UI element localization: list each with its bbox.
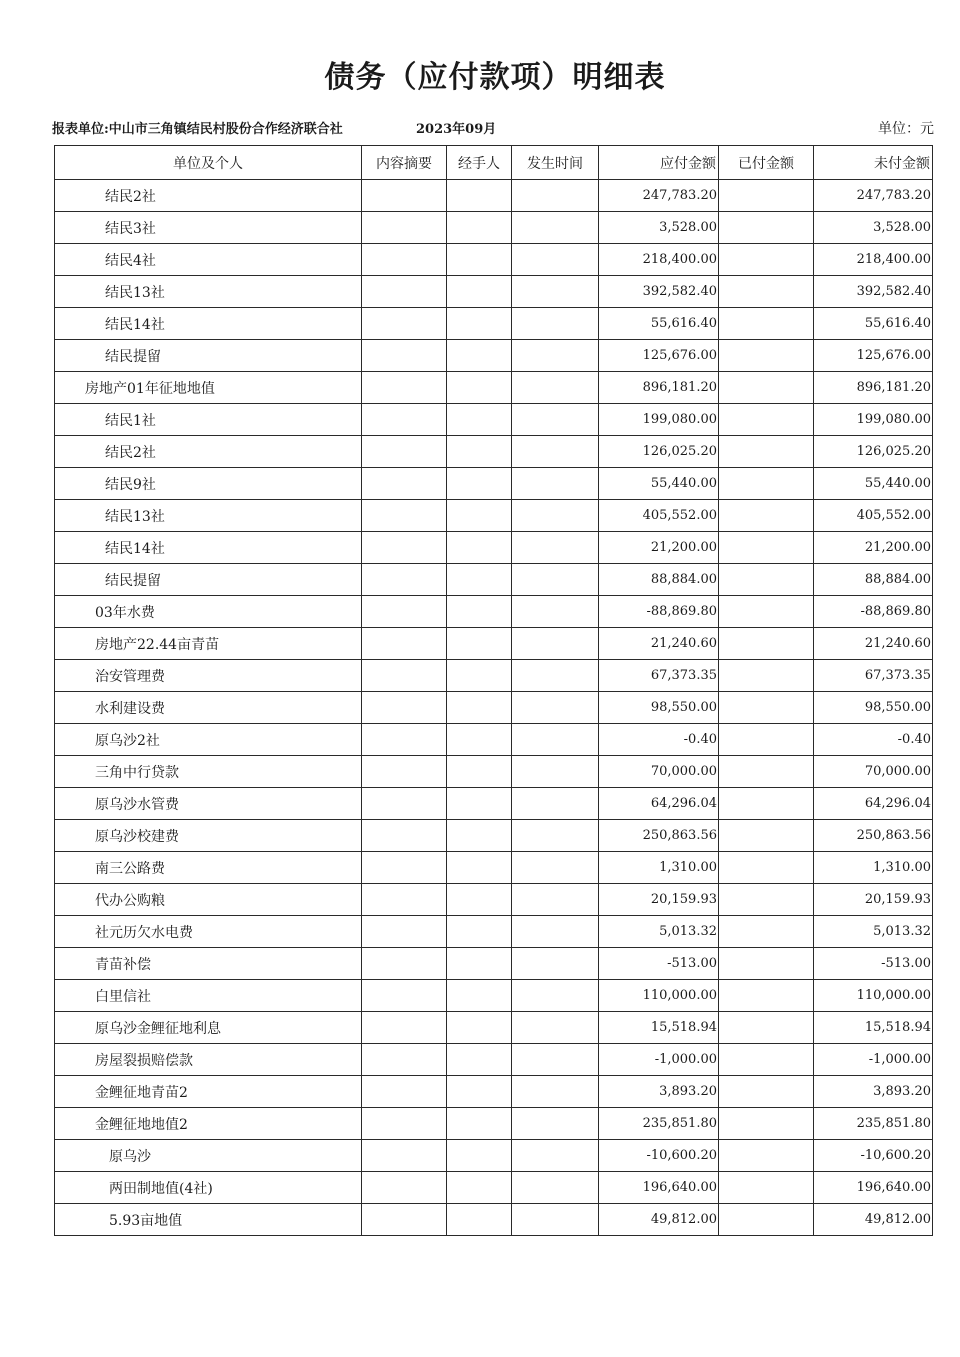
row-unpaid-amount: 896,181.20 xyxy=(814,372,933,404)
row-date xyxy=(512,276,599,308)
row-date xyxy=(512,1108,599,1140)
row-summary xyxy=(362,564,447,596)
table-row xyxy=(55,404,933,436)
row-date xyxy=(512,1044,599,1076)
table-row xyxy=(55,948,933,980)
row-date xyxy=(512,660,599,692)
table-row xyxy=(55,724,933,756)
row-summary xyxy=(362,916,447,948)
row-paid-amount xyxy=(719,436,814,468)
row-due-amount: 110,000.00 xyxy=(599,980,719,1012)
row-date xyxy=(512,212,599,244)
row-handler xyxy=(447,884,512,916)
row-unpaid-amount: 55,440.00 xyxy=(814,468,933,500)
row-date xyxy=(512,884,599,916)
row-due-amount: -10,600.20 xyxy=(599,1140,719,1172)
row-unpaid-amount: 199,080.00 xyxy=(814,404,933,436)
table-row xyxy=(55,980,933,1012)
row-paid-amount xyxy=(719,340,814,372)
row-entity: 原乌沙 xyxy=(55,1140,362,1172)
row-handler xyxy=(447,532,512,564)
row-paid-amount xyxy=(719,596,814,628)
row-unpaid-amount: -0.40 xyxy=(814,724,933,756)
row-handler xyxy=(447,948,512,980)
row-date xyxy=(512,628,599,660)
row-due-amount: 21,200.00 xyxy=(599,532,719,564)
row-paid-amount xyxy=(719,276,814,308)
row-entity: 白里信社 xyxy=(55,980,362,1012)
row-entity: 结民13社 xyxy=(55,276,362,308)
row-unpaid-amount: 64,296.04 xyxy=(814,788,933,820)
row-paid-amount xyxy=(719,660,814,692)
row-due-amount: 125,676.00 xyxy=(599,340,719,372)
row-summary xyxy=(362,756,447,788)
row-summary xyxy=(362,596,447,628)
row-handler xyxy=(447,276,512,308)
row-unpaid-amount: 126,025.20 xyxy=(814,436,933,468)
row-due-amount: 21,240.60 xyxy=(599,628,719,660)
row-date xyxy=(512,692,599,724)
currency-unit: 单位：元 xyxy=(878,121,934,137)
row-entity: 5.93亩地值 xyxy=(55,1204,362,1236)
row-summary xyxy=(362,532,447,564)
row-summary xyxy=(362,244,447,276)
table-row xyxy=(55,916,933,948)
row-summary xyxy=(362,884,447,916)
row-date xyxy=(512,436,599,468)
row-paid-amount xyxy=(719,244,814,276)
row-entity: 房地产22.44亩青苗 xyxy=(55,628,362,660)
row-unpaid-amount: 1,310.00 xyxy=(814,852,933,884)
row-handler xyxy=(447,916,512,948)
row-summary xyxy=(362,692,447,724)
table-row xyxy=(55,692,933,724)
row-handler xyxy=(447,1108,512,1140)
row-handler xyxy=(447,564,512,596)
row-unpaid-amount: 235,851.80 xyxy=(814,1108,933,1140)
row-unpaid-amount: 247,783.20 xyxy=(814,180,933,212)
report-unit: 报表单位:中山市三角镇结民村股份合作经济联合社 xyxy=(52,122,343,137)
row-summary xyxy=(362,948,447,980)
row-due-amount: 64,296.04 xyxy=(599,788,719,820)
row-summary xyxy=(362,180,447,212)
row-due-amount: 49,812.00 xyxy=(599,1204,719,1236)
row-summary xyxy=(362,1076,447,1108)
table-row xyxy=(55,1076,933,1108)
table-row xyxy=(55,1012,933,1044)
row-handler xyxy=(447,1012,512,1044)
row-due-amount: 3,893.20 xyxy=(599,1076,719,1108)
row-handler xyxy=(447,820,512,852)
row-paid-amount xyxy=(719,692,814,724)
row-entity: 结民1社 xyxy=(55,404,362,436)
row-summary xyxy=(362,212,447,244)
row-handler xyxy=(447,212,512,244)
row-due-amount: 405,552.00 xyxy=(599,500,719,532)
row-paid-amount xyxy=(719,1204,814,1236)
row-summary xyxy=(362,980,447,1012)
row-summary xyxy=(362,1012,447,1044)
row-summary xyxy=(362,820,447,852)
row-paid-amount xyxy=(719,308,814,340)
row-entity: 结民提留 xyxy=(55,340,362,372)
table-row xyxy=(55,884,933,916)
table-row xyxy=(55,564,933,596)
row-due-amount: 196,640.00 xyxy=(599,1172,719,1204)
row-summary xyxy=(362,660,447,692)
row-entity: 原乌沙水管费 xyxy=(55,788,362,820)
row-due-amount: 55,440.00 xyxy=(599,468,719,500)
row-entity: 房地产01年征地地值 xyxy=(55,372,362,404)
table-row xyxy=(55,372,933,404)
row-summary xyxy=(362,340,447,372)
row-entity: 结民14社 xyxy=(55,532,362,564)
row-paid-amount xyxy=(719,532,814,564)
row-paid-amount xyxy=(719,628,814,660)
row-due-amount: 247,783.20 xyxy=(599,180,719,212)
row-entity: 三角中行贷款 xyxy=(55,756,362,788)
row-entity: 结民9社 xyxy=(55,468,362,500)
row-paid-amount xyxy=(719,980,814,1012)
row-entity: 两田制地值(4社) xyxy=(55,1172,362,1204)
table-row xyxy=(55,596,933,628)
row-unpaid-amount: 70,000.00 xyxy=(814,756,933,788)
row-paid-amount xyxy=(719,1044,814,1076)
col-header-due: 应付金额 xyxy=(599,146,719,180)
row-paid-amount xyxy=(719,372,814,404)
row-date xyxy=(512,820,599,852)
row-unpaid-amount: 405,552.00 xyxy=(814,500,933,532)
row-handler xyxy=(447,244,512,276)
row-paid-amount xyxy=(719,948,814,980)
col-header-date: 发生时间 xyxy=(512,146,599,180)
row-date xyxy=(512,180,599,212)
row-date xyxy=(512,564,599,596)
row-date xyxy=(512,1140,599,1172)
row-date xyxy=(512,340,599,372)
row-due-amount: -1,000.00 xyxy=(599,1044,719,1076)
row-handler xyxy=(447,724,512,756)
row-summary xyxy=(362,1204,447,1236)
row-paid-amount xyxy=(719,788,814,820)
table-row xyxy=(55,468,933,500)
row-paid-amount xyxy=(719,468,814,500)
row-due-amount: 235,851.80 xyxy=(599,1108,719,1140)
row-paid-amount xyxy=(719,1076,814,1108)
row-due-amount: -513.00 xyxy=(599,948,719,980)
row-paid-amount xyxy=(719,724,814,756)
row-paid-amount xyxy=(719,564,814,596)
row-unpaid-amount: 49,812.00 xyxy=(814,1204,933,1236)
row-handler xyxy=(447,436,512,468)
table-row xyxy=(55,1204,933,1236)
row-due-amount: -88,869.80 xyxy=(599,596,719,628)
row-paid-amount xyxy=(719,1172,814,1204)
row-summary xyxy=(362,308,447,340)
row-handler xyxy=(447,1140,512,1172)
row-date xyxy=(512,308,599,340)
row-entity: 金鲤征地青苗2 xyxy=(55,1076,362,1108)
table-row xyxy=(55,180,933,212)
row-due-amount: 392,582.40 xyxy=(599,276,719,308)
row-handler xyxy=(447,628,512,660)
row-date xyxy=(512,532,599,564)
row-due-amount: -0.40 xyxy=(599,724,719,756)
row-handler xyxy=(447,596,512,628)
table-row xyxy=(55,660,933,692)
row-unpaid-amount: 21,200.00 xyxy=(814,532,933,564)
row-paid-amount xyxy=(719,852,814,884)
row-handler xyxy=(447,372,512,404)
row-summary xyxy=(362,628,447,660)
row-paid-amount xyxy=(719,180,814,212)
row-handler xyxy=(447,1044,512,1076)
row-due-amount: 126,025.20 xyxy=(599,436,719,468)
row-due-amount: 199,080.00 xyxy=(599,404,719,436)
row-date xyxy=(512,468,599,500)
row-unpaid-amount: 250,863.56 xyxy=(814,820,933,852)
row-unpaid-amount: 392,582.40 xyxy=(814,276,933,308)
row-paid-amount xyxy=(719,884,814,916)
row-handler xyxy=(447,980,512,1012)
row-unpaid-amount: 3,893.20 xyxy=(814,1076,933,1108)
row-entity: 原乌沙金鲤征地利息 xyxy=(55,1012,362,1044)
col-header-paid: 已付金额 xyxy=(719,146,814,180)
row-summary xyxy=(362,1172,447,1204)
row-date xyxy=(512,852,599,884)
row-date xyxy=(512,596,599,628)
row-paid-amount xyxy=(719,916,814,948)
table-row xyxy=(55,852,933,884)
row-handler xyxy=(447,1076,512,1108)
row-handler xyxy=(447,692,512,724)
row-handler xyxy=(447,500,512,532)
row-entity: 原乌沙2社 xyxy=(55,724,362,756)
row-entity: 03年水费 xyxy=(55,596,362,628)
row-summary xyxy=(362,724,447,756)
row-due-amount: 250,863.56 xyxy=(599,820,719,852)
row-entity: 结民3社 xyxy=(55,212,362,244)
row-summary xyxy=(362,436,447,468)
row-date xyxy=(512,404,599,436)
row-summary xyxy=(362,500,447,532)
row-paid-amount xyxy=(719,1108,814,1140)
row-paid-amount xyxy=(719,1140,814,1172)
row-unpaid-amount: 15,518.94 xyxy=(814,1012,933,1044)
table-row xyxy=(55,532,933,564)
payables-table xyxy=(54,145,933,1236)
row-paid-amount xyxy=(719,1012,814,1044)
table-row xyxy=(55,1172,933,1204)
row-paid-amount xyxy=(719,212,814,244)
table-row xyxy=(55,756,933,788)
row-paid-amount xyxy=(719,756,814,788)
row-entity: 结民14社 xyxy=(55,308,362,340)
row-date xyxy=(512,500,599,532)
row-due-amount: 55,616.40 xyxy=(599,308,719,340)
row-entity: 结民提留 xyxy=(55,564,362,596)
row-date xyxy=(512,244,599,276)
table-row xyxy=(55,244,933,276)
row-entity: 结民4社 xyxy=(55,244,362,276)
row-entity: 房屋裂损赔偿款 xyxy=(55,1044,362,1076)
row-date xyxy=(512,948,599,980)
row-entity: 结民2社 xyxy=(55,180,362,212)
row-summary xyxy=(362,1140,447,1172)
row-unpaid-amount: 98,550.00 xyxy=(814,692,933,724)
row-date xyxy=(512,980,599,1012)
row-summary xyxy=(362,404,447,436)
table-row xyxy=(55,308,933,340)
row-date xyxy=(512,916,599,948)
table-row xyxy=(55,276,933,308)
row-date xyxy=(512,724,599,756)
row-unpaid-amount: 67,373.35 xyxy=(814,660,933,692)
table-row xyxy=(55,340,933,372)
row-entity: 治安管理费 xyxy=(55,660,362,692)
row-summary xyxy=(362,1108,447,1140)
table-row xyxy=(55,788,933,820)
col-header-entity: 单位及个人 xyxy=(55,146,362,180)
row-date xyxy=(512,788,599,820)
row-date xyxy=(512,372,599,404)
table-row xyxy=(55,212,933,244)
row-date xyxy=(512,1172,599,1204)
col-header-summary: 内容摘要 xyxy=(362,146,447,180)
row-due-amount: 98,550.00 xyxy=(599,692,719,724)
row-summary xyxy=(362,852,447,884)
row-due-amount: 5,013.32 xyxy=(599,916,719,948)
col-header-handler: 经手人 xyxy=(447,146,512,180)
row-unpaid-amount: 196,640.00 xyxy=(814,1172,933,1204)
row-due-amount: 896,181.20 xyxy=(599,372,719,404)
row-date xyxy=(512,756,599,788)
row-summary xyxy=(362,276,447,308)
row-entity: 结民2社 xyxy=(55,436,362,468)
row-due-amount: 20,159.93 xyxy=(599,884,719,916)
row-due-amount: 3,528.00 xyxy=(599,212,719,244)
row-due-amount: 218,400.00 xyxy=(599,244,719,276)
row-unpaid-amount: 125,676.00 xyxy=(814,340,933,372)
row-handler xyxy=(447,788,512,820)
table-row xyxy=(55,1140,933,1172)
row-unpaid-amount: 21,240.60 xyxy=(814,628,933,660)
row-entity: 水利建设费 xyxy=(55,692,362,724)
row-date xyxy=(512,1012,599,1044)
row-entity: 金鲤征地地值2 xyxy=(55,1108,362,1140)
row-entity: 青苗补偿 xyxy=(55,948,362,980)
row-handler xyxy=(447,852,512,884)
row-summary xyxy=(362,1044,447,1076)
row-unpaid-amount: -88,869.80 xyxy=(814,596,933,628)
row-unpaid-amount: -10,600.20 xyxy=(814,1140,933,1172)
row-date xyxy=(512,1204,599,1236)
row-handler xyxy=(447,308,512,340)
row-entity: 原乌沙校建费 xyxy=(55,820,362,852)
row-entity: 代办公购粮 xyxy=(55,884,362,916)
row-unpaid-amount: 5,013.32 xyxy=(814,916,933,948)
row-handler xyxy=(447,660,512,692)
row-date xyxy=(512,1076,599,1108)
row-unpaid-amount: 218,400.00 xyxy=(814,244,933,276)
row-handler xyxy=(447,340,512,372)
row-handler xyxy=(447,1204,512,1236)
page-title: 债务（应付款项）明细表 xyxy=(324,60,666,95)
col-header-unpaid: 未付金额 xyxy=(814,146,933,180)
row-unpaid-amount: 110,000.00 xyxy=(814,980,933,1012)
table-row xyxy=(55,1044,933,1076)
row-due-amount: 15,518.94 xyxy=(599,1012,719,1044)
row-unpaid-amount: 20,159.93 xyxy=(814,884,933,916)
row-paid-amount xyxy=(719,820,814,852)
table-row xyxy=(55,628,933,660)
row-due-amount: 70,000.00 xyxy=(599,756,719,788)
table-row xyxy=(55,436,933,468)
row-unpaid-amount: -513.00 xyxy=(814,948,933,980)
row-due-amount: 88,884.00 xyxy=(599,564,719,596)
row-entity: 社元历欠水电费 xyxy=(55,916,362,948)
table-row xyxy=(55,500,933,532)
row-unpaid-amount: 55,616.40 xyxy=(814,308,933,340)
row-handler xyxy=(447,404,512,436)
table-row xyxy=(55,1108,933,1140)
row-summary xyxy=(362,468,447,500)
row-summary xyxy=(362,372,447,404)
row-handler xyxy=(447,468,512,500)
row-entity: 结民13社 xyxy=(55,500,362,532)
row-due-amount: 67,373.35 xyxy=(599,660,719,692)
table-header-row xyxy=(55,146,933,180)
report-period: 2023年09月 xyxy=(416,122,497,137)
row-handler xyxy=(447,1172,512,1204)
row-unpaid-amount: -1,000.00 xyxy=(814,1044,933,1076)
row-summary xyxy=(362,788,447,820)
table-row xyxy=(55,820,933,852)
row-handler xyxy=(447,756,512,788)
row-paid-amount xyxy=(719,404,814,436)
row-entity: 南三公路费 xyxy=(55,852,362,884)
row-handler xyxy=(447,180,512,212)
row-due-amount: 1,310.00 xyxy=(599,852,719,884)
row-unpaid-amount: 88,884.00 xyxy=(814,564,933,596)
row-paid-amount xyxy=(719,500,814,532)
row-unpaid-amount: 3,528.00 xyxy=(814,212,933,244)
